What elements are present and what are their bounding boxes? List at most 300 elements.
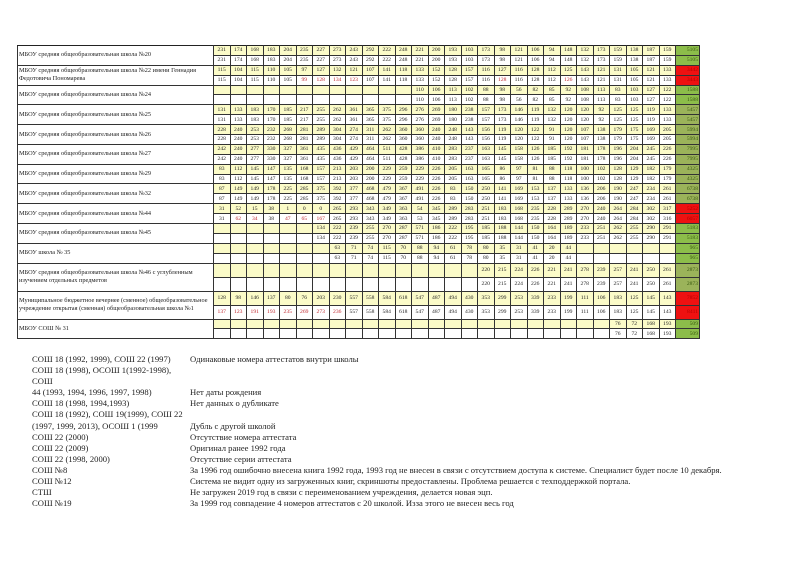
note-row: [32, 443, 722, 454]
value-cell: 159: [659, 55, 676, 65]
value-cell: [230, 85, 247, 95]
value-cell: 330: [263, 144, 280, 154]
value-cell: 134: [329, 75, 346, 85]
value-cell: 226: [659, 154, 676, 164]
value-cell: 141: [494, 184, 511, 194]
schools-table: [17, 45, 700, 339]
value-cell: 143: [659, 305, 676, 319]
value-cell: 83: [445, 184, 462, 194]
value-cell: [362, 277, 379, 291]
value-cell: 31: [214, 214, 231, 224]
value-cell: 327: [280, 154, 297, 164]
value-cell: 83: [610, 85, 627, 95]
value-cell: [247, 329, 264, 339]
value-cell: 106: [593, 291, 610, 305]
value-cell: [544, 329, 561, 339]
value-cell: [296, 277, 313, 291]
value-cell: 76: [296, 291, 313, 305]
value-cell: [379, 263, 396, 277]
school-name: МБОУ средняя общеобразовательная школа №24: [18, 85, 214, 105]
value-cell: 203: [346, 174, 363, 184]
value-cell: 243: [346, 55, 363, 65]
value-cell: 121: [643, 75, 660, 85]
value-cell: 141: [494, 194, 511, 204]
value-cell: 222: [329, 233, 346, 243]
value-cell: [412, 263, 429, 277]
value-cell: [263, 329, 280, 339]
school-name: МБОУ средняя общеобразовательная школа №25: [18, 105, 214, 125]
value-cell: 343: [362, 204, 379, 214]
value-cell: 1: [280, 204, 297, 214]
value-cell: 97: [296, 65, 313, 75]
value-cell: 150: [527, 224, 544, 234]
value-cell: 113: [593, 85, 610, 95]
value-cell: 120: [577, 115, 594, 125]
value-cell: 360: [395, 135, 412, 145]
value-cell: 102: [461, 85, 478, 95]
value-cell: 234: [643, 184, 660, 194]
value-cell: 164: [544, 224, 561, 234]
value-cell: 94: [428, 253, 445, 263]
value-cell: 157: [461, 75, 478, 85]
value-cell: 116: [478, 65, 495, 75]
value-cell: 169: [643, 125, 660, 135]
value-cell: 262: [379, 135, 396, 145]
value-cell: 134: [313, 224, 330, 234]
value-cell: 72: [626, 329, 643, 339]
value-cell: 153: [527, 194, 544, 204]
value-cell: 224: [511, 277, 528, 291]
value-cell: 128: [445, 75, 462, 85]
value-cell: 52: [230, 204, 247, 214]
total-cell: 2873: [676, 277, 700, 291]
value-cell: 222: [379, 46, 396, 56]
value-cell: 429: [346, 144, 363, 154]
value-cell: [428, 329, 445, 339]
value-cell: 91: [544, 125, 561, 135]
value-cell: 255: [313, 105, 330, 115]
total-cell: 4325: [676, 174, 700, 184]
value-cell: 146: [511, 105, 528, 115]
value-cell: 97: [511, 164, 528, 174]
value-cell: 248: [445, 135, 462, 145]
value-cell: [395, 85, 412, 95]
value-cell: 345: [428, 214, 445, 224]
value-cell: 283: [461, 204, 478, 214]
value-cell: 188: [494, 224, 511, 234]
value-cell: 127: [313, 65, 330, 75]
total-cell: 2873: [676, 263, 700, 277]
value-cell: 106: [527, 46, 544, 56]
value-cell: 148: [560, 55, 577, 65]
value-cell: 205: [659, 125, 676, 135]
value-cell: 235: [527, 214, 544, 224]
value-cell: 103: [461, 46, 478, 56]
value-cell: 121: [511, 46, 528, 56]
value-cell: 178: [263, 194, 280, 204]
total-cell: 6738: [676, 184, 700, 194]
value-cell: 226: [527, 277, 544, 291]
total-cell: 7995: [676, 144, 700, 154]
value-cell: 88: [544, 174, 561, 184]
value-cell: 107: [577, 135, 594, 145]
value-cell: 231: [214, 46, 231, 56]
value-cell: [247, 253, 264, 263]
value-cell: 115: [247, 65, 264, 75]
total-cell: 5252: [676, 204, 700, 214]
value-cell: 132: [544, 105, 561, 115]
value-cell: 141: [379, 65, 396, 75]
value-cell: 195: [461, 233, 478, 243]
value-cell: 110: [412, 95, 429, 105]
value-cell: 169: [511, 194, 528, 204]
value-cell: [263, 263, 280, 277]
value-cell: 119: [494, 135, 511, 145]
value-cell: 200: [428, 46, 445, 56]
value-cell: [296, 253, 313, 263]
value-cell: [379, 277, 396, 291]
value-cell: 100: [577, 164, 594, 174]
value-cell: [280, 243, 297, 253]
value-cell: [313, 329, 330, 339]
value-cell: 118: [395, 65, 412, 75]
value-cell: 237: [461, 144, 478, 154]
value-cell: 120: [511, 135, 528, 145]
total-cell: 5457: [676, 105, 700, 115]
total-cell: 3443: [676, 75, 700, 85]
value-cell: 296: [395, 105, 412, 115]
value-cell: 106: [527, 55, 544, 65]
value-cell: 375: [313, 194, 330, 204]
value-cell: 191: [247, 305, 264, 319]
value-cell: 125: [626, 305, 643, 319]
value-cell: 304: [329, 135, 346, 145]
value-cell: 199: [560, 305, 577, 319]
total-cell: 1588: [676, 85, 700, 95]
value-cell: 118: [395, 75, 412, 85]
value-cell: 92: [560, 85, 577, 95]
value-cell: 111: [577, 305, 594, 319]
value-cell: 228: [214, 135, 231, 145]
value-cell: [379, 329, 396, 339]
value-cell: 138: [626, 55, 643, 65]
value-cell: 128: [445, 65, 462, 75]
value-cell: 150: [461, 194, 478, 204]
value-cell: 227: [313, 55, 330, 65]
value-cell: 149: [230, 184, 247, 194]
value-cell: 20: [544, 243, 561, 253]
value-cell: 81: [527, 164, 544, 174]
value-cell: 257: [610, 263, 627, 277]
value-cell: 233: [577, 233, 594, 243]
value-cell: 361: [296, 144, 313, 154]
value-cell: 147: [263, 174, 280, 184]
value-cell: [230, 329, 247, 339]
value-cell: 281: [296, 135, 313, 145]
notes-list: [32, 354, 722, 509]
value-cell: 253: [511, 305, 528, 319]
value-cell: 183: [610, 291, 627, 305]
note-issue: Нет даты рождения: [190, 387, 262, 398]
value-cell: 183: [263, 46, 280, 56]
value-cell: 268: [280, 125, 297, 135]
value-cell: 386: [412, 144, 429, 154]
value-cell: 183: [247, 115, 264, 125]
value-cell: 277: [247, 154, 264, 164]
value-cell: 289: [560, 204, 577, 214]
value-cell: [379, 85, 396, 95]
value-cell: 349: [379, 204, 396, 214]
value-cell: 245: [643, 154, 660, 164]
value-cell: 159: [610, 46, 627, 56]
value-cell: 92: [593, 105, 610, 115]
value-cell: 116: [511, 65, 528, 75]
value-cell: 264: [610, 204, 627, 214]
value-cell: 511: [379, 154, 396, 164]
total-cell: 5105: [676, 55, 700, 65]
value-cell: 175: [626, 125, 643, 135]
value-cell: 302: [643, 204, 660, 214]
value-cell: 235: [527, 204, 544, 214]
value-cell: [214, 277, 231, 291]
value-cell: [610, 253, 627, 263]
value-cell: [346, 277, 363, 291]
value-cell: [362, 95, 379, 105]
value-cell: 169: [643, 135, 660, 145]
value-cell: 618: [395, 291, 412, 305]
table-row: [18, 224, 700, 234]
total-cell: 4325: [676, 164, 700, 174]
value-cell: [263, 224, 280, 234]
value-cell: 121: [511, 55, 528, 65]
value-cell: [626, 243, 643, 253]
total-cell: 7995: [676, 154, 700, 164]
value-cell: 233: [544, 291, 561, 305]
value-cell: [280, 319, 297, 329]
value-cell: [346, 95, 363, 105]
value-cell: 436: [329, 144, 346, 154]
value-cell: 145: [643, 291, 660, 305]
value-cell: 0: [313, 204, 330, 214]
value-cell: 98: [494, 85, 511, 95]
note-issue: За 1999 год совпадение 4 номеров аттестатов с 20 школой. Изза этого не внесен весь год: [190, 498, 514, 509]
value-cell: 222: [445, 233, 462, 243]
value-cell: 262: [610, 224, 627, 234]
value-cell: [395, 329, 412, 339]
value-cell: 110: [263, 75, 280, 85]
value-cell: 269: [296, 305, 313, 319]
value-cell: 236: [329, 305, 346, 319]
value-cell: 248: [395, 55, 412, 65]
value-cell: 185: [544, 154, 561, 164]
value-cell: [445, 319, 462, 329]
value-cell: 76: [610, 319, 627, 329]
value-cell: 231: [214, 55, 231, 65]
value-cell: 83: [610, 95, 627, 105]
value-cell: 339: [527, 305, 544, 319]
value-cell: 144: [511, 233, 528, 243]
value-cell: 250: [478, 194, 495, 204]
value-cell: 115: [214, 65, 231, 75]
value-cell: [247, 233, 264, 243]
value-cell: 121: [643, 65, 660, 75]
value-cell: 31: [511, 253, 528, 263]
note-row: [32, 476, 722, 487]
value-cell: 353: [478, 305, 495, 319]
value-cell: [230, 243, 247, 253]
value-cell: 339: [527, 291, 544, 305]
value-cell: 149: [230, 194, 247, 204]
value-cell: 129: [626, 174, 643, 184]
value-cell: 220: [478, 277, 495, 291]
value-cell: 145: [247, 164, 264, 174]
value-cell: 152: [428, 65, 445, 75]
value-cell: 118: [560, 174, 577, 184]
value-cell: 181: [577, 144, 594, 154]
value-cell: 143: [461, 125, 478, 135]
value-cell: 375: [379, 115, 396, 125]
value-cell: 157: [313, 174, 330, 184]
value-cell: 125: [626, 291, 643, 305]
value-cell: 255: [313, 115, 330, 125]
value-cell: 435: [313, 144, 330, 154]
value-cell: 91: [544, 135, 561, 145]
value-cell: 157: [478, 115, 495, 125]
note-row: [32, 498, 722, 509]
value-cell: 110: [412, 85, 429, 95]
value-cell: 103: [626, 95, 643, 105]
value-cell: [214, 95, 231, 105]
value-cell: [280, 233, 297, 243]
value-cell: 122: [659, 85, 676, 95]
value-cell: [280, 95, 297, 105]
value-cell: 250: [643, 263, 660, 277]
value-cell: 257: [610, 277, 627, 291]
value-cell: 163: [461, 164, 478, 174]
value-cell: 120: [560, 125, 577, 135]
value-cell: 253: [247, 125, 264, 135]
value-cell: [659, 243, 676, 253]
value-cell: 115: [247, 75, 264, 85]
value-cell: 284: [626, 214, 643, 224]
value-cell: 127: [643, 95, 660, 105]
value-cell: 119: [643, 105, 660, 115]
value-cell: 71: [346, 253, 363, 263]
value-cell: 179: [659, 174, 676, 184]
value-cell: [329, 319, 346, 329]
value-cell: [230, 277, 247, 291]
value-cell: 494: [445, 305, 462, 319]
value-cell: 262: [610, 233, 627, 243]
value-cell: 262: [379, 125, 396, 135]
value-cell: 375: [313, 184, 330, 194]
value-cell: 159: [659, 46, 676, 56]
value-cell: 239: [593, 277, 610, 291]
value-cell: 277: [247, 144, 264, 154]
value-cell: 178: [263, 184, 280, 194]
value-cell: 183: [494, 214, 511, 224]
value-cell: [313, 319, 330, 329]
value-cell: 105: [280, 75, 297, 85]
value-cell: [280, 263, 297, 277]
value-cell: 264: [610, 214, 627, 224]
value-cell: [593, 329, 610, 339]
value-cell: 251: [593, 233, 610, 243]
value-cell: 245: [643, 144, 660, 154]
value-cell: 128: [494, 75, 511, 85]
value-cell: 242: [214, 154, 231, 164]
value-cell: 150: [461, 184, 478, 194]
value-cell: 228: [544, 214, 561, 224]
value-cell: 229: [379, 164, 396, 174]
value-cell: 56: [511, 95, 528, 105]
value-cell: [280, 85, 297, 95]
value-cell: 494: [445, 291, 462, 305]
value-cell: 255: [362, 224, 379, 234]
value-cell: 132: [577, 46, 594, 56]
value-cell: 70: [395, 253, 412, 263]
value-cell: 65: [296, 214, 313, 224]
value-cell: 289: [560, 214, 577, 224]
value-cell: 104: [230, 75, 247, 85]
value-cell: 241: [626, 277, 643, 291]
value-cell: 361: [296, 154, 313, 164]
value-cell: 200: [362, 174, 379, 184]
value-cell: 468: [362, 194, 379, 204]
value-cell: 262: [329, 105, 346, 115]
value-cell: 192: [560, 154, 577, 164]
value-cell: 143: [461, 135, 478, 145]
value-cell: 182: [643, 174, 660, 184]
value-cell: 190: [610, 194, 627, 204]
value-cell: [296, 233, 313, 243]
value-cell: 61: [445, 243, 462, 253]
value-cell: 126: [527, 154, 544, 164]
value-cell: 74: [362, 253, 379, 263]
value-cell: [230, 253, 247, 263]
value-cell: 287: [395, 224, 412, 234]
value-cell: 156: [478, 125, 495, 135]
value-cell: 186: [428, 233, 445, 243]
value-cell: 229: [412, 174, 429, 184]
value-cell: [296, 95, 313, 105]
value-cell: 292: [362, 46, 379, 56]
value-cell: 281: [296, 125, 313, 135]
value-cell: 285: [296, 184, 313, 194]
value-cell: [643, 243, 660, 253]
value-cell: 169: [511, 184, 528, 194]
total-cell: 5994: [676, 135, 700, 145]
value-cell: [659, 253, 676, 263]
value-cell: 72: [626, 319, 643, 329]
value-cell: 173: [494, 105, 511, 115]
value-cell: 283: [461, 214, 478, 224]
table-row: [18, 291, 700, 305]
value-cell: 240: [593, 204, 610, 214]
value-cell: 248: [395, 46, 412, 56]
value-cell: 63: [329, 253, 346, 263]
value-cell: 221: [544, 263, 561, 277]
value-cell: 193: [445, 55, 462, 65]
value-cell: 240: [230, 144, 247, 154]
value-cell: 479: [379, 194, 396, 204]
value-cell: 238: [461, 105, 478, 115]
value-cell: 138: [593, 135, 610, 145]
value-cell: [461, 329, 478, 339]
value-cell: [313, 277, 330, 291]
value-cell: 133: [659, 115, 676, 125]
value-cell: 88: [478, 95, 495, 105]
